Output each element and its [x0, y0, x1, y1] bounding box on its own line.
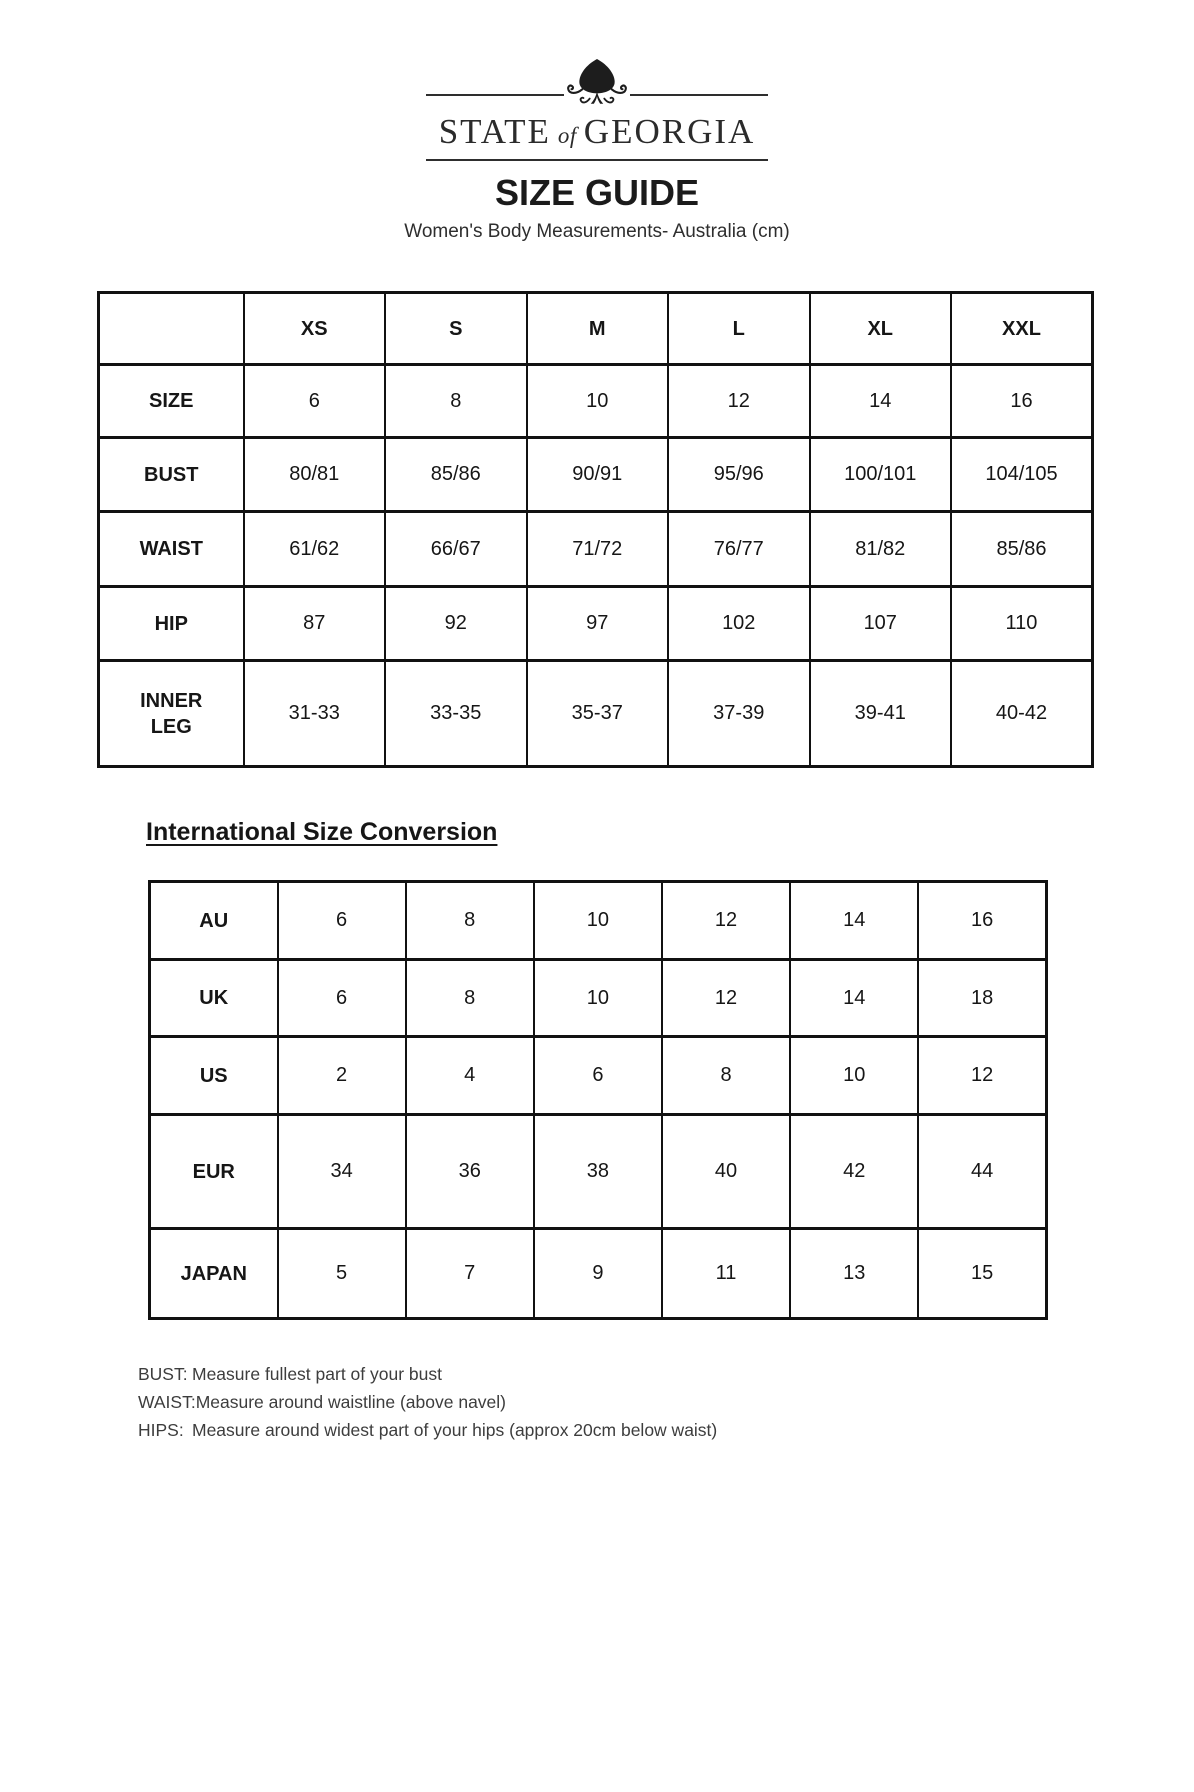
row-label-us: US: [150, 1037, 278, 1115]
table-cell: 40: [662, 1115, 790, 1229]
table-cell: 4: [406, 1037, 534, 1115]
table-row: [150, 882, 1047, 960]
page-title: SIZE GUIDE: [494, 172, 700, 213]
table-cell: 95/96: [668, 438, 810, 512]
row-label-hip: HIP: [99, 587, 244, 661]
table-cell: 80/81: [244, 438, 386, 512]
note-label: HIPS:: [138, 1420, 184, 1440]
table-row: [99, 438, 1093, 512]
table-cell: 104/105: [951, 438, 1093, 512]
column-header-l: L: [668, 293, 810, 365]
table-row: [99, 661, 1093, 767]
table-cell: 6: [278, 882, 406, 960]
table-row: [150, 1229, 1047, 1319]
table-cell: 85/86: [385, 438, 527, 512]
table-row: [99, 512, 1093, 587]
table-cell: 87: [244, 587, 386, 661]
table-cell: 8: [406, 882, 534, 960]
table-cell: 90/91: [527, 438, 669, 512]
table-cell: 14: [790, 882, 918, 960]
row-label-inner-leg: INNER LEG: [99, 661, 244, 767]
note-text: Measure fullest part of your bust: [192, 1364, 442, 1384]
table-cell: 44: [918, 1115, 1046, 1229]
table-cell: 12: [662, 882, 790, 960]
row-label-eur: EUR: [150, 1115, 278, 1229]
page-subtitle: Women's Body Measurements- Australia (cm): [404, 221, 790, 242]
column-header-empty: [99, 293, 244, 365]
brand-word-georgia: GEORGIA: [583, 112, 756, 151]
table-cell: 5: [278, 1229, 406, 1319]
table-cell: 12: [662, 960, 790, 1037]
table-cell: 15: [918, 1229, 1046, 1319]
table-cell: 14: [790, 960, 918, 1037]
row-label-bust: BUST: [99, 438, 244, 512]
divider-line: [426, 94, 564, 96]
table-cell: 66/67: [385, 512, 527, 587]
table-cell: 6: [534, 1037, 662, 1115]
table-cell: 16: [951, 365, 1093, 438]
table-cell: 8: [385, 365, 527, 438]
table-cell: 8: [406, 960, 534, 1037]
table-row: [99, 365, 1093, 438]
table-cell: 16: [918, 882, 1046, 960]
brand-name: [426, 112, 768, 152]
conversion-heading: International Size Conversion: [146, 818, 498, 846]
table-cell: 39-41: [810, 661, 952, 767]
table-cell: 35-37: [527, 661, 669, 767]
table-cell: 10: [527, 365, 669, 438]
table-row: [150, 1115, 1047, 1229]
measurements-table: [97, 291, 1094, 768]
table-cell: 6: [244, 365, 386, 438]
divider-line: [630, 94, 768, 96]
table-cell: 42: [790, 1115, 918, 1229]
table-cell: 13: [790, 1229, 918, 1319]
note-line-hips: [138, 1416, 1194, 1444]
table-cell: 31-33: [244, 661, 386, 767]
table-cell: 61/62: [244, 512, 386, 587]
table-cell: 102: [668, 587, 810, 661]
note-label: WAIST:: [138, 1392, 196, 1412]
table-cell: 10: [534, 960, 662, 1037]
measuring-notes: [138, 1360, 1194, 1444]
row-label-uk: UK: [150, 960, 278, 1037]
row-label-waist: WAIST: [99, 512, 244, 587]
table-cell: 40-42: [951, 661, 1093, 767]
table-cell: 33-35: [385, 661, 527, 767]
table-cell: 76/77: [668, 512, 810, 587]
note-text: Measure around waistline (above navel): [195, 1392, 506, 1412]
column-header-xl: XL: [810, 293, 952, 365]
table-cell: 10: [534, 882, 662, 960]
table-cell: 107: [810, 587, 952, 661]
table-cell: 14: [810, 365, 952, 438]
measurements-table-head: [99, 293, 1093, 365]
divider-line: [426, 159, 768, 161]
note-text: Measure around widest part of your hips (approx 20cm below waist): [192, 1420, 718, 1440]
table-cell: 6: [278, 960, 406, 1037]
row-label-japan: JAPAN: [150, 1229, 278, 1319]
note-line-waist: [138, 1388, 1194, 1416]
table-cell: 2: [278, 1037, 406, 1115]
brand-word-state: STATE: [438, 112, 551, 151]
column-header-xs: XS: [244, 293, 386, 365]
conversion-table: [148, 880, 1048, 1320]
table-cell: 18: [918, 960, 1046, 1037]
header-row: [99, 293, 1093, 365]
table-cell: 12: [668, 365, 810, 438]
brand-word-of: of: [557, 123, 577, 148]
table-cell: 34: [278, 1115, 406, 1229]
table-cell: 37-39: [668, 661, 810, 767]
table-cell: 85/86: [951, 512, 1093, 587]
table-cell: 36: [406, 1115, 534, 1229]
row-label-au: AU: [150, 882, 278, 960]
table-cell: 8: [662, 1037, 790, 1115]
brand-logo: [426, 58, 768, 161]
table-cell: 92: [385, 587, 527, 661]
table-row: [150, 1037, 1047, 1115]
table-cell: 97: [527, 587, 669, 661]
table-cell: 10: [790, 1037, 918, 1115]
table-cell: 9: [534, 1229, 662, 1319]
row-label-size: SIZE: [99, 365, 244, 438]
measurements-table-body: [99, 365, 1093, 767]
table-row: [99, 587, 1093, 661]
table-cell: 12: [918, 1037, 1046, 1115]
note-label: BUST:: [138, 1364, 188, 1384]
conversion-table-body: [150, 882, 1047, 1319]
tree-icon: [565, 58, 629, 110]
table-cell: 71/72: [527, 512, 669, 587]
column-header-m: M: [527, 293, 669, 365]
note-line-bust: [138, 1360, 1194, 1388]
table-cell: 38: [534, 1115, 662, 1229]
table-cell: 11: [662, 1229, 790, 1319]
column-header-xxl: XXL: [951, 293, 1093, 365]
table-cell: 110: [951, 587, 1093, 661]
column-header-s: S: [385, 293, 527, 365]
table-cell: 81/82: [810, 512, 952, 587]
table-cell: 100/101: [810, 438, 952, 512]
table-row: [150, 960, 1047, 1037]
table-cell: 7: [406, 1229, 534, 1319]
